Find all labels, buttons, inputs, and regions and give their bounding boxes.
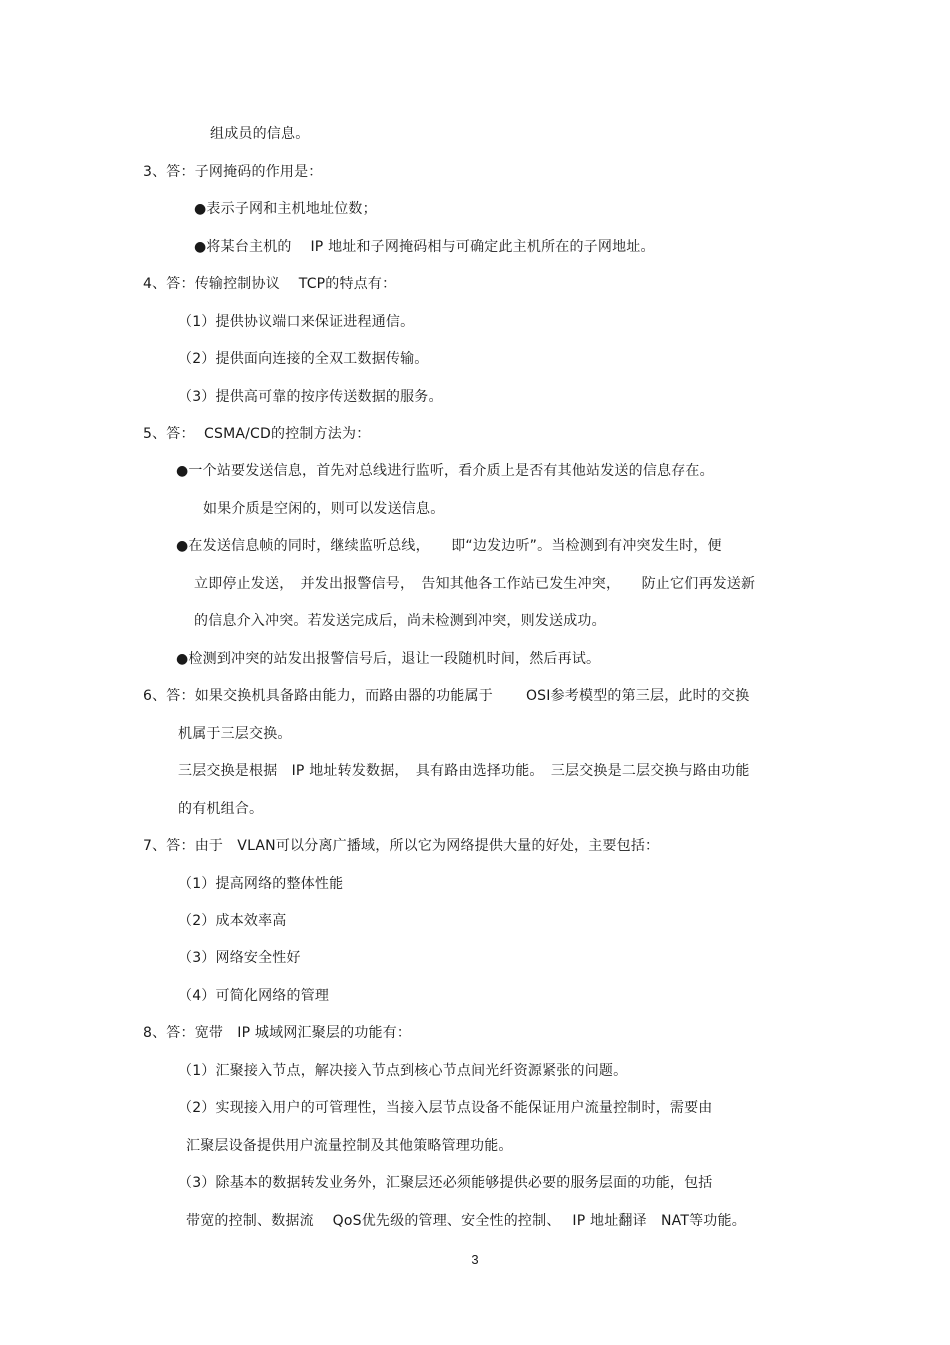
answer-heading-5: 5、答： CSMA/CD的控制方法为： [143, 426, 371, 442]
text-line: 的信息介入冲突。若发送完成后，尚未检测到冲突，则发送成功。 [194, 613, 606, 629]
numbered-item: （4）可简化网络的管理 [178, 988, 330, 1004]
numbered-item: （3）提供高可靠的按序传送数据的服务。 [178, 389, 443, 405]
bullet-item: ●将某台主机的 IP 地址和子网掩码相与可确定此主机所在的子网地址。 [194, 239, 655, 255]
text-line: 如果介质是空闲的，则可以发送信息。 [203, 501, 445, 517]
text-line: 汇聚层设备提供用户流量控制及其他策略管理功能。 [186, 1138, 513, 1154]
answer-heading-4: 4、答：传输控制协议 TCP的特点有： [143, 276, 397, 292]
answer-heading-6: 6、答：如果交换机具备路由能力，而路由器的功能属于 OSI参考模型的第三层，此时的交换 [143, 688, 750, 704]
text-line: 组成员的信息。 [210, 126, 310, 142]
numbered-item: （1）提高网络的整体性能 [178, 876, 344, 892]
bullet-item: ●检测到冲突的站发出报警信号后，退让一段随机时间，然后再试。 [176, 651, 601, 667]
numbered-item: （3）网络安全性好 [178, 950, 301, 966]
bullet-item: ●一个站要发送信息，首先对总线进行监听，看介质上是否有其他站发送的信息存在。 [176, 463, 714, 479]
answer-heading-3: 3、答：子网掩码的作用是： [143, 164, 323, 180]
bullet-item: ●表示子网和主机地址位数； [194, 201, 377, 217]
numbered-item: （3）除基本的数据转发业务外，汇聚层还必须能够提供必要的服务层面的功能，包括 [178, 1175, 713, 1191]
text-line: 的有机组合。 [178, 801, 264, 817]
bullet-item: ●在发送信息帧的同时，继续监听总线， 即“边发边听”。当检测到有冲突发生时，便 [176, 538, 722, 554]
text-line: 三层交换是根据 IP 地址转发数据， 具有路由选择功能。 三层交换是二层交换与路由功能 [178, 763, 750, 779]
text-line: 带宽的控制、数据流 QoS优先级的管理、安全性的控制、 IP 地址翻译 NAT等功能。 [186, 1213, 746, 1229]
text-line: 机属于三层交换。 [178, 726, 292, 742]
page-number: 3 [471, 1252, 479, 1267]
numbered-item: （2）实现接入用户的可管理性，当接入层节点设备不能保证用户流量控制时，需要由 [178, 1100, 713, 1116]
text-line: 立即停止发送， 并发出报警信号， 告知其他各工作站已发生冲突， 防止它们再发送新 [194, 576, 756, 592]
answer-heading-7: 7、答：由于 VLAN可以分离广播域，所以它为网络提供大量的好处，主要包括： [143, 838, 660, 854]
numbered-item: （2）成本效率高 [178, 913, 287, 929]
numbered-item: （1）汇聚接入节点，解决接入节点到核心节点间光纤资源紧张的问题。 [178, 1063, 628, 1079]
numbered-item: （2）提供面向连接的全双工数据传输。 [178, 351, 429, 367]
answer-heading-8: 8、答：宽带 IP 城域网汇聚层的功能有： [143, 1025, 412, 1041]
numbered-item: （1）提供协议端口来保证进程通信。 [178, 314, 415, 330]
